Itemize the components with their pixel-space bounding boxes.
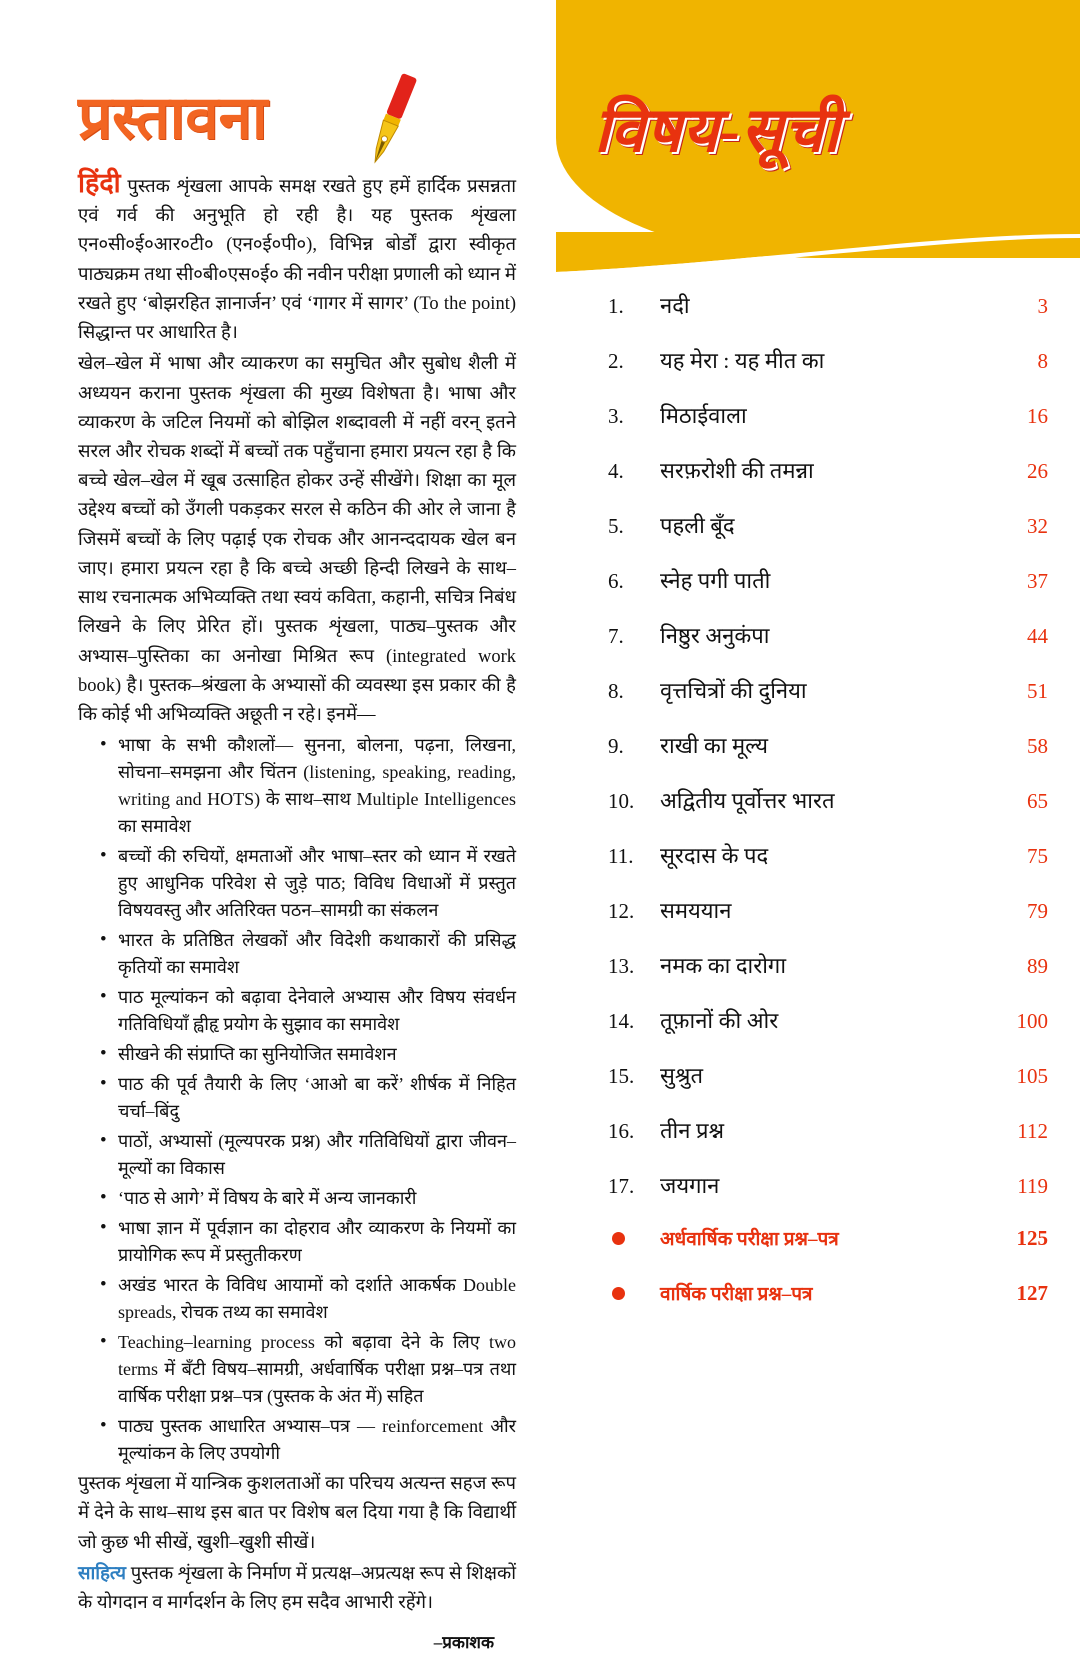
toc-chapter-title: तूफ़ानों की ओर [660, 1008, 779, 1033]
table-row[interactable] [556, 1115, 1080, 1170]
page-title: प्रस्तावना [78, 85, 268, 151]
toc-number: 15. [608, 1064, 635, 1088]
list-item: • भाषा ज्ञान में पूर्वज्ञान का दोहराव और व्याकरण के नियमों का प्रायोगिक रूप में प्रस्तुतीकरण [104, 1215, 516, 1269]
table-row[interactable] [556, 1060, 1080, 1115]
toc-page-number: 16 [1027, 404, 1048, 428]
toc-chapter-title: अद्वितीय पूर्वोत्तर भारत [660, 788, 835, 813]
preface-paragraph-4 [78, 1560, 516, 1618]
table-row[interactable] [556, 565, 1080, 620]
toc-chapter-title: पहली बूँद [660, 513, 735, 538]
toc-chapter-title: वार्षिक परीक्षा प्रश्न–पत्र [660, 1284, 813, 1305]
toc-page-number: 58 [1027, 734, 1048, 758]
table-row[interactable] [556, 620, 1080, 675]
preface-drop-word: हिंदी [78, 168, 121, 198]
table-row[interactable] [556, 785, 1080, 840]
toc-chapter-title: मिठाईवाला [660, 403, 747, 428]
toc-number: 12. [608, 899, 635, 923]
publisher-signature: –प्रकाशक [433, 1633, 494, 1653]
toc-chapter-title: सुश्रुत [660, 1063, 703, 1088]
preface-feature-list [78, 732, 516, 1467]
toc-number: 8. [608, 679, 624, 703]
fountain-pen-icon [356, 70, 426, 170]
toc-page-number: 100 [1016, 1009, 1048, 1033]
toc-page-number: 89 [1027, 954, 1048, 978]
list-item: • बच्चों की रुचियों, क्षमताओं और भाषा–स्तर को ध्यान में रखते हुए आधुनिक परिवेश से जुड़े पाठ; विविध विधाओं में प्रस्तुत विषयवस्तु और अतिरिक्त पठन–सामग्री का संकलन [104, 843, 516, 924]
table-row[interactable] [556, 345, 1080, 400]
table-row[interactable] [556, 675, 1080, 730]
toc-chapter-title: सूरदास के पद [660, 843, 769, 868]
table-row[interactable] [556, 1280, 1080, 1335]
toc-chapter-title: तीन प्रश्न [660, 1118, 725, 1143]
toc-chapter-title: जयगान [660, 1173, 720, 1198]
toc-number: 10. [608, 789, 635, 813]
toc-chapter-title: यह मेरा : यह मीत का [660, 348, 825, 373]
toc-chapter-title: राखी का मूल्य [660, 733, 768, 758]
toc-page-number: 75 [1027, 844, 1048, 868]
banner-curve-decoration [556, 232, 1080, 272]
toc-number: 6. [608, 569, 624, 593]
toc-number: 4. [608, 459, 624, 483]
toc-number: 9. [608, 734, 624, 758]
toc-number: 17. [608, 1174, 635, 1198]
list-item: • पाठों, अभ्यासों (मूल्यपरक प्रश्न) और गतिविधियों द्वारा जीवन–मूल्यों का विकास [104, 1128, 516, 1182]
preface-header [78, 70, 516, 170]
toc-page-number: 44 [1027, 624, 1048, 648]
toc-chapter-title: निष्ठुर अनुकंपा [660, 623, 770, 648]
toc-chapter-title: स्नेह पगी पाती [660, 568, 771, 593]
table-row[interactable] [556, 895, 1080, 950]
toc-page-number: 51 [1027, 679, 1048, 703]
toc-number: 13. [608, 954, 635, 978]
toc-page-number: 112 [1017, 1119, 1048, 1143]
table-row[interactable] [556, 950, 1080, 1005]
toc-number: 5. [608, 514, 624, 538]
toc-number: 16. [608, 1119, 635, 1143]
toc-title: विषय-सूची [594, 97, 841, 165]
preface-body [78, 170, 516, 1618]
table-row[interactable] [556, 1170, 1080, 1225]
toc-list [556, 290, 1080, 1335]
list-item: • सीखने की संप्राप्ति का सुनियोजित समावेशन [104, 1041, 516, 1068]
list-item: • Teaching–learning process को बढ़ावा देने के लिए two terms में बँटी विषय–सामग्री, अर्धवार्षिक परीक्षा प्रश्न–पत्र तथा वार्षिक परीक्षा प्रश्न–पत्र (पुस्तक के अंत में) सहित [104, 1329, 516, 1410]
preface-paragraph-3: पुस्तक शृंखला में यान्त्रिक कुशलताओं का परिचय अत्यन्त सहज रूप में देने के साथ–साथ इस बात पर विशेष बल दिया गया है कि विद्यार्थी जो कुछ भी सीखें, खुशी–खुशी सीखें। [78, 1474, 516, 1553]
list-item: • पाठ की पूर्व तैयारी के लिए ‘आओ बा करें’ शीर्षक में निहित चर्चा–बिंदु [104, 1071, 516, 1125]
table-row[interactable] [556, 1005, 1080, 1060]
toc-page-number: 119 [1017, 1174, 1048, 1198]
list-item: • पाठ्य पुस्तक आधारित अभ्यास–पत्र — reinforcement और मूल्यांकन के लिए उपयोगी [104, 1413, 516, 1467]
preface-paragraph-4-text: पुस्तक शृंखला के निर्माण में प्रत्यक्ष–अप्रत्यक्ष रूप से शिक्षकों के योगदान व मार्गदर्शन के लिए हम सदैव आभारी रहेंगे। [78, 1563, 516, 1614]
table-row[interactable] [556, 400, 1080, 455]
toc-number: 3. [608, 404, 624, 428]
toc-page-number: 125 [1016, 1226, 1048, 1250]
toc-page-number: 8 [1037, 349, 1048, 373]
preface-paragraph-2: खेल–खेल में भाषा और व्याकरण का समुचित और सुबोध शैली में अध्ययन कराना पुस्तक शृंखला की मुख्य विशेषता है। भाषा और व्याकरण के जटिल नियमों को बोझिल शब्दावली में नहीं वरन् इतने सरल और रोचक शब्दों में बच्चों तक पहुँचाना हमारा प्रयत्न रहा है कि बच्चे खेल–खेल में खूब उत्साहित होकर उन्हें सीखेंगे। शिक्षा का मूल उद्देश्य बच्चों को उँगली पकड़कर सरल से कठिन की ओर ले जाना है जिसमें बच्चों के लिए पढ़ाई एक रोचक और आनन्ददायक खेल बन जाए। हमारा प्रयत्न रहा है कि बच्चे अच्छी हिन्दी लिखने के साथ–साथ रचनात्मक अभिव्यक्ति तथा स्वयं कविता, कहानी, सचित्र निबंध लिखने के लिए प्रेरित हों। पुस्तक शृंखला, पाठ्य–पुस्तक और अभ्यास–पुस्तिका का अनोखा मिश्रित रूप (integrated work book) है। पुस्तक–श्रंखला के अभ्यासों की व्यवस्था इस प्रकार की है कि कोई भी अभिव्यक्ति अछूती न रहे। इनमें— [78, 354, 516, 725]
toc-chapter-title: वृत्तचित्रों की दुनिया [660, 678, 807, 703]
list-item: • भाषा के सभी कौशलों— सुनना, बोलना, पढ़ना, लिखना, सोचना–समझना और चिंतन (listening, speaking, reading, writing and HOTS) के साथ–साथ Multiple Intelligences का समावेश [104, 732, 516, 840]
toc-chapter-title: नमक का दारोगा [660, 953, 787, 978]
toc-page-number: 37 [1027, 569, 1048, 593]
preface-paragraph-1-text: पुस्तक शृंखला आपके समक्ष रखते हुए हमें हार्दिक प्रसन्नता एवं गर्व की अनुभूति हो रही है। यह पुस्तक शृंखला एन०सी०ई०आर०टी० (एन०ई०पी०), विभिन्न बोर्डों द्वारा स्वीकृत पाठ्यक्रम तथा सी०बी०एस०ई० की नवीन परीक्षा प्रणाली को ध्यान में रखते हुए ‘बोझरहित ज्ञानार्जन’ एवं ‘गागर में सागर’ (To the point) सिद्धान्त पर आधारित है। [78, 177, 517, 344]
toc-chapter-title: नदी [660, 293, 690, 318]
toc-number: 7. [608, 624, 624, 648]
toc-number: 1. [608, 294, 624, 318]
toc-number: 14. [608, 1009, 635, 1033]
toc-page-number: 105 [1016, 1064, 1048, 1088]
toc-page-number: 127 [1016, 1281, 1048, 1305]
preface-paragraph-1 [78, 170, 516, 348]
toc-page-number: 79 [1027, 899, 1048, 923]
bullet-dot-icon [608, 1226, 660, 1251]
toc-chapter-title: अर्धवार्षिक परीक्षा प्रश्न–पत्र [660, 1229, 839, 1250]
sahitya-highlight: साहित्य [78, 1563, 127, 1584]
table-row[interactable] [556, 730, 1080, 785]
toc-column [556, 0, 1080, 1380]
table-row[interactable] [556, 1225, 1080, 1280]
toc-number: 11. [608, 844, 634, 868]
table-row[interactable] [556, 290, 1080, 345]
list-item: • भारत के प्रतिष्ठित लेखकों और विदेशी कथाकारों की प्रसिद्ध कृतियों का समावेश [104, 927, 516, 981]
list-item: • पाठ मूल्यांकन को बढ़ावा देनेवाले अभ्यास और विषय संवर्धन गतिविधियाँ ह्वीहृ प्रयोग के सुझाव का समावेश [104, 984, 516, 1038]
toc-chapter-title: समययान [660, 898, 732, 923]
table-row[interactable] [556, 840, 1080, 895]
table-row[interactable] [556, 455, 1080, 510]
toc-number: 2. [608, 349, 624, 373]
list-item: • अखंड भारत के विविध आयामों को दर्शाते आकर्षक Double spreads, रोचक तथ्य का समावेश [104, 1272, 516, 1326]
toc-page-number: 26 [1027, 459, 1048, 483]
toc-chapter-title: सरफ़रोशी की तमन्ना [660, 458, 814, 483]
table-row[interactable] [556, 510, 1080, 565]
list-item: • ‘पाठ से आगे’ में विषय के बारे में अन्य जानकारी [104, 1185, 516, 1212]
toc-page-number: 3 [1037, 294, 1048, 318]
bullet-dot-icon [608, 1281, 660, 1306]
toc-page-number: 65 [1027, 789, 1048, 813]
toc-page-number: 32 [1027, 514, 1048, 538]
